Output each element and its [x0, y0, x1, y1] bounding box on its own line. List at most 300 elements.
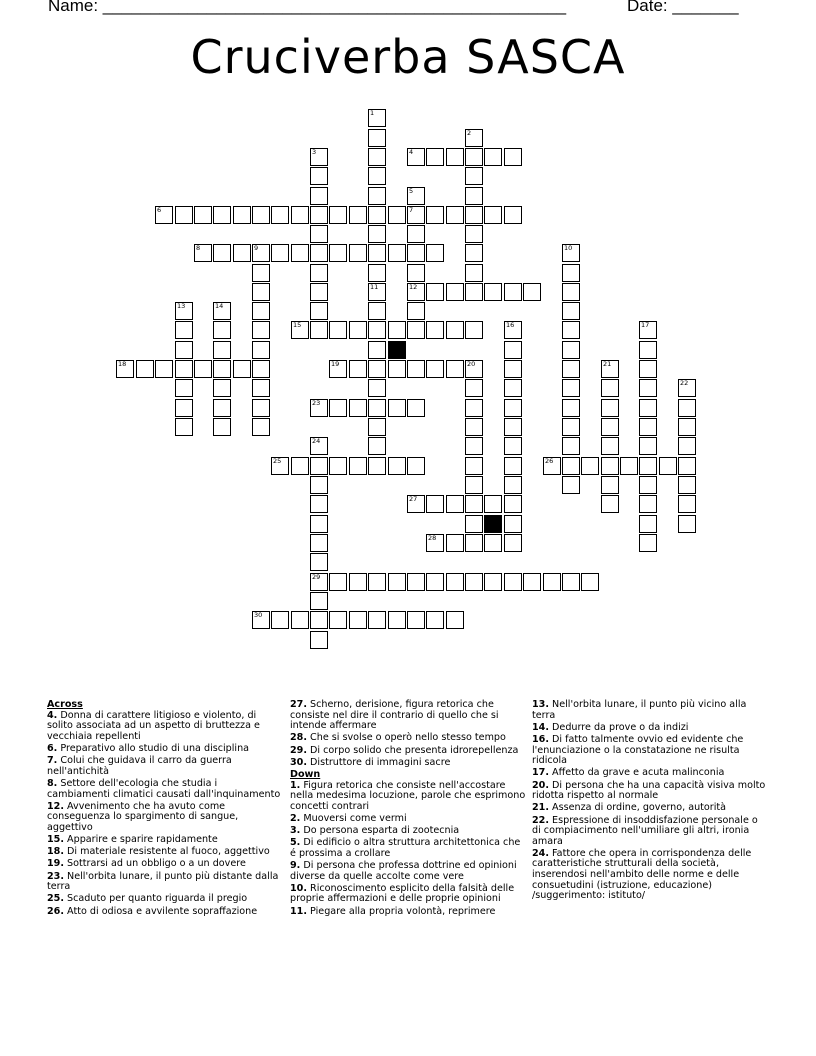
grid-cell[interactable] — [504, 379, 522, 397]
grid-cell[interactable] — [678, 495, 696, 513]
clue-item — [47, 802, 283, 834]
grid-cell[interactable] — [252, 379, 270, 397]
grid-cell[interactable] — [388, 321, 406, 339]
clue-item-text: Distruttore di immagini sacre — [307, 756, 451, 768]
grid-cell[interactable] — [310, 515, 328, 533]
grid-cell[interactable] — [504, 515, 522, 533]
grid-cell[interactable] — [310, 167, 328, 185]
grid-cell[interactable] — [465, 148, 483, 166]
grid-cell[interactable] — [310, 476, 328, 494]
clue-item-text: Di corpo solido che presenta idrorepellenza — [307, 744, 519, 756]
grid-cell[interactable] — [407, 611, 425, 629]
grid-cell[interactable] — [329, 399, 347, 417]
grid-cell[interactable] — [678, 418, 696, 436]
grid-cell[interactable] — [639, 379, 657, 397]
grid-cell[interactable] — [504, 148, 522, 166]
grid-cell[interactable] — [310, 148, 328, 166]
grid-cell[interactable] — [252, 611, 270, 629]
clue-item — [290, 758, 526, 769]
grid-cell[interactable] — [368, 187, 386, 205]
grid-cell[interactable] — [271, 206, 289, 224]
grid-cell[interactable] — [368, 206, 386, 224]
grid-cell[interactable] — [368, 283, 386, 301]
grid-cell[interactable] — [213, 360, 231, 378]
grid-cell[interactable] — [310, 573, 328, 591]
grid-cell[interactable] — [329, 321, 347, 339]
grid-cell[interactable] — [639, 476, 657, 494]
grid-cell[interactable] — [407, 148, 425, 166]
clue-item-number: 26. — [47, 905, 64, 917]
grid-cell[interactable] — [465, 515, 483, 533]
grid-cell[interactable] — [155, 360, 173, 378]
grid-cell[interactable] — [388, 399, 406, 417]
clue-item-text: Donna di carattere litigioso e violento, di solito associata ad un aspetto di bruttezza e vecchiaia repellenti — [47, 709, 260, 742]
grid-cell[interactable] — [349, 206, 367, 224]
grid-cell[interactable] — [465, 534, 483, 552]
grid-cell[interactable] — [562, 379, 580, 397]
grid-cell[interactable] — [116, 360, 134, 378]
grid-cell[interactable] — [368, 399, 386, 417]
grid-cell[interactable] — [407, 360, 425, 378]
grid-cell[interactable] — [465, 360, 483, 378]
clue-item — [47, 907, 283, 918]
grid-cell[interactable] — [465, 264, 483, 282]
clue-number: 7 — [409, 206, 414, 214]
grid-cell[interactable] — [310, 187, 328, 205]
grid-cell[interactable] — [426, 283, 444, 301]
grid-cell[interactable] — [504, 437, 522, 455]
grid-cell[interactable] — [252, 399, 270, 417]
grid-cell[interactable] — [310, 225, 328, 243]
grid-cell[interactable] — [504, 360, 522, 378]
grid-cell[interactable] — [639, 495, 657, 513]
clue-item-number: 10. — [290, 882, 307, 894]
clue-item-number: 18. — [47, 846, 64, 858]
grid-cell[interactable] — [562, 418, 580, 436]
grid-cell[interactable] — [349, 244, 367, 262]
grid-cell[interactable] — [194, 206, 212, 224]
clue-item — [532, 816, 768, 848]
grid-cell[interactable] — [368, 611, 386, 629]
grid-cell[interactable] — [639, 418, 657, 436]
grid-cell[interactable] — [639, 360, 657, 378]
grid-cell[interactable] — [388, 244, 406, 262]
grid-cell[interactable] — [426, 495, 444, 513]
grid-cell[interactable] — [465, 167, 483, 185]
clue-number: 27 — [409, 495, 418, 503]
grid-cell[interactable] — [368, 437, 386, 455]
grid-cell[interactable] — [678, 457, 696, 475]
grid-cell[interactable] — [233, 360, 251, 378]
grid-cell[interactable] — [639, 515, 657, 533]
grid-cell[interactable] — [368, 321, 386, 339]
grid-cell[interactable] — [368, 109, 386, 127]
clue-item — [290, 826, 526, 837]
grid-cell[interactable] — [194, 244, 212, 262]
grid-cell[interactable] — [233, 244, 251, 262]
grid-cell[interactable] — [252, 360, 270, 378]
clue-number: 2 — [467, 129, 472, 137]
grid-cell[interactable] — [465, 495, 483, 513]
grid-cell[interactable] — [504, 283, 522, 301]
grid-cell[interactable] — [639, 321, 657, 339]
grid-cell[interactable] — [291, 457, 309, 475]
clue-item-number: 11. — [290, 905, 307, 917]
grid-cell[interactable] — [407, 573, 425, 591]
clue-item — [532, 803, 768, 814]
grid-cell[interactable] — [484, 534, 502, 552]
grid-cell[interactable] — [407, 187, 425, 205]
clue-item — [47, 744, 283, 755]
grid-cell[interactable] — [504, 495, 522, 513]
grid-cell[interactable] — [446, 534, 464, 552]
grid-cell[interactable] — [601, 437, 619, 455]
grid-cell[interactable] — [388, 573, 406, 591]
grid-cell[interactable] — [310, 321, 328, 339]
clue-item-text: Assenza di ordine, governo, autorità — [549, 802, 727, 814]
clue-number: 28 — [428, 534, 437, 542]
grid-cell[interactable] — [213, 321, 231, 339]
clue-item-text: Do persona esparta di zootecnia — [300, 825, 460, 837]
grid-cell[interactable] — [329, 244, 347, 262]
grid-cell[interactable] — [213, 418, 231, 436]
grid-cell[interactable] — [368, 341, 386, 359]
grid-cell[interactable] — [504, 457, 522, 475]
grid-cell[interactable] — [407, 225, 425, 243]
grid-cell[interactable] — [310, 553, 328, 571]
grid-cell[interactable] — [349, 360, 367, 378]
grid-cell[interactable] — [310, 399, 328, 417]
grid-cell[interactable] — [310, 302, 328, 320]
grid-cell[interactable] — [562, 457, 580, 475]
grid-cell[interactable] — [310, 264, 328, 282]
grid-cell[interactable] — [562, 399, 580, 417]
grid-cell[interactable] — [271, 244, 289, 262]
grid-cell[interactable] — [291, 244, 309, 262]
grid-cell[interactable] — [562, 360, 580, 378]
grid-cell[interactable] — [310, 534, 328, 552]
grid-cell[interactable] — [465, 437, 483, 455]
grid-cell[interactable] — [426, 321, 444, 339]
clue-item-text: Figura retorica che consiste nell'accostare nella medesima locuzione, parole che esprimono concetti contrari — [290, 779, 526, 812]
grid-cell[interactable] — [407, 264, 425, 282]
grid-cell[interactable] — [426, 611, 444, 629]
grid-cell[interactable] — [368, 418, 386, 436]
grid-cell[interactable] — [543, 573, 561, 591]
grid-cell[interactable] — [601, 457, 619, 475]
grid-cell[interactable] — [388, 360, 406, 378]
clue-number: 19 — [331, 360, 340, 368]
clue-number: 22 — [680, 379, 689, 387]
grid-cell[interactable] — [368, 225, 386, 243]
grid-cell[interactable] — [678, 437, 696, 455]
grid-cell[interactable] — [562, 264, 580, 282]
grid-cell[interactable] — [388, 206, 406, 224]
grid-cell[interactable] — [407, 206, 425, 224]
grid-cell[interactable] — [601, 476, 619, 494]
grid-cell[interactable] — [175, 399, 193, 417]
grid-cell[interactable] — [175, 206, 193, 224]
grid-cell[interactable] — [175, 321, 193, 339]
grid-cell[interactable] — [678, 399, 696, 417]
grid-cell[interactable] — [562, 244, 580, 262]
grid-cell[interactable] — [175, 360, 193, 378]
grid-cell[interactable] — [678, 379, 696, 397]
grid-cell[interactable] — [562, 476, 580, 494]
grid-cell[interactable] — [310, 631, 328, 649]
grid-cell[interactable] — [504, 476, 522, 494]
grid-cell[interactable] — [601, 418, 619, 436]
grid-cell[interactable] — [601, 360, 619, 378]
clue-item-text: Sottrarsi ad un obbligo o a un dovere — [64, 858, 246, 870]
grid-cell[interactable] — [136, 360, 154, 378]
clues-column-3 — [532, 700, 768, 903]
grid-cell[interactable] — [368, 379, 386, 397]
grid-cell[interactable] — [601, 379, 619, 397]
grid-cell[interactable] — [271, 611, 289, 629]
grid-cell[interactable] — [310, 244, 328, 262]
grid-cell[interactable] — [329, 360, 347, 378]
grid-cell[interactable] — [426, 148, 444, 166]
grid-cell[interactable] — [678, 476, 696, 494]
grid-cell[interactable] — [310, 457, 328, 475]
clue-item — [290, 861, 526, 882]
grid-cell[interactable] — [504, 573, 522, 591]
clue-item-number: 28. — [290, 732, 307, 744]
grid-cell[interactable] — [407, 244, 425, 262]
grid-cell[interactable] — [252, 244, 270, 262]
grid-cell[interactable] — [368, 129, 386, 147]
grid-cell[interactable] — [407, 321, 425, 339]
grid-cell[interactable] — [639, 341, 657, 359]
grid-cell[interactable] — [426, 206, 444, 224]
grid-cell[interactable] — [465, 225, 483, 243]
grid-cell[interactable] — [562, 437, 580, 455]
grid-cell[interactable] — [271, 457, 289, 475]
grid-cell[interactable] — [175, 418, 193, 436]
grid-cell[interactable] — [213, 206, 231, 224]
clue-item-number: 21. — [532, 802, 549, 814]
grid-cell[interactable] — [426, 534, 444, 552]
grid-cell[interactable] — [465, 399, 483, 417]
grid-cell[interactable] — [252, 283, 270, 301]
clue-item-text: Apparire e sparire rapidamente — [64, 834, 218, 846]
name-field-label: Name: _________________________________________________ — [48, 0, 567, 15]
grid-cell[interactable] — [407, 457, 425, 475]
clue-item-number: 7. — [47, 755, 58, 767]
grid-cell[interactable] — [175, 379, 193, 397]
grid-cell[interactable] — [407, 283, 425, 301]
grid-cell[interactable] — [368, 264, 386, 282]
grid-cell[interactable] — [446, 321, 464, 339]
clue-item — [290, 700, 526, 732]
grid-cell[interactable] — [639, 534, 657, 552]
clue-item-number: 9. — [290, 860, 301, 872]
grid-cell[interactable] — [465, 418, 483, 436]
clue-number: 9 — [254, 244, 259, 252]
grid-cell[interactable] — [581, 457, 599, 475]
clue-item-number: 5. — [290, 837, 301, 849]
grid-cell[interactable] — [213, 379, 231, 397]
grid-cell[interactable] — [368, 302, 386, 320]
grid-cell[interactable] — [446, 495, 464, 513]
grid-cell[interactable] — [349, 573, 367, 591]
grid-cell[interactable] — [329, 206, 347, 224]
grid-cell[interactable] — [562, 321, 580, 339]
grid-cell[interactable] — [233, 206, 251, 224]
grid-cell[interactable] — [446, 283, 464, 301]
clue-number: 21 — [603, 360, 612, 368]
grid-cell[interactable] — [213, 341, 231, 359]
page-title: Cruciverba SASCA — [190, 30, 626, 84]
grid-cell[interactable] — [388, 457, 406, 475]
grid-cell[interactable] — [484, 495, 502, 513]
grid-cell[interactable] — [407, 399, 425, 417]
clue-number: 14 — [215, 302, 224, 310]
grid-cell[interactable] — [155, 206, 173, 224]
grid-cell[interactable] — [291, 321, 309, 339]
clue-number: 4 — [409, 148, 414, 156]
grid-cell[interactable] — [368, 167, 386, 185]
grid-cell[interactable] — [388, 611, 406, 629]
clue-item-text: Di persona che ha una capacità visiva molto ridotta rispetto al normale — [532, 779, 766, 802]
clue-number: 18 — [118, 360, 127, 368]
grid-cell[interactable] — [484, 206, 502, 224]
clue-item-number: 1. — [290, 779, 301, 791]
grid-cell[interactable] — [310, 592, 328, 610]
grid-cell[interactable] — [465, 283, 483, 301]
grid-cell[interactable] — [484, 573, 502, 591]
grid-cell[interactable] — [175, 341, 193, 359]
grid-cell[interactable] — [407, 302, 425, 320]
grid-cell[interactable] — [349, 399, 367, 417]
grid-cell[interactable] — [465, 244, 483, 262]
grid-cell[interactable] — [678, 515, 696, 533]
grid-cell[interactable] — [504, 321, 522, 339]
grid-cell[interactable] — [562, 283, 580, 301]
grid-cell[interactable] — [465, 321, 483, 339]
grid-cell[interactable] — [620, 457, 638, 475]
clue-item-number: 2. — [290, 812, 301, 824]
grid-cell[interactable] — [523, 573, 541, 591]
clue-item — [532, 700, 768, 721]
grid-cell[interactable] — [291, 206, 309, 224]
grid-cell[interactable] — [368, 457, 386, 475]
grid-cell[interactable] — [639, 457, 657, 475]
grid-cell[interactable] — [446, 611, 464, 629]
clue-item — [290, 907, 526, 918]
grid-cell[interactable] — [349, 611, 367, 629]
grid-cell[interactable] — [329, 457, 347, 475]
clue-item-text: Settore dell'ecologia che studia i cambiamenti climatici causati dall'inquinamento — [47, 777, 281, 800]
grid-cell[interactable] — [446, 206, 464, 224]
clue-item-number: 15. — [47, 834, 64, 846]
grid-cell[interactable] — [639, 437, 657, 455]
clue-number: 29 — [312, 573, 321, 581]
grid-cell[interactable] — [252, 302, 270, 320]
grid-cell[interactable] — [523, 283, 541, 301]
grid-cell[interactable] — [213, 244, 231, 262]
grid-cell[interactable] — [446, 360, 464, 378]
grid-cell[interactable] — [543, 457, 561, 475]
grid-cell[interactable] — [601, 495, 619, 513]
grid-cell[interactable] — [310, 283, 328, 301]
black-cell — [388, 341, 406, 359]
grid-cell[interactable] — [368, 360, 386, 378]
grid-cell[interactable] — [252, 321, 270, 339]
grid-cell[interactable] — [194, 360, 212, 378]
clue-item-text: Muoversi come vermi — [300, 812, 407, 824]
clue-number: 11 — [370, 283, 379, 291]
grid-cell[interactable] — [252, 206, 270, 224]
clue-number: 17 — [641, 321, 650, 329]
grid-cell[interactable] — [349, 321, 367, 339]
grid-cell[interactable] — [213, 399, 231, 417]
grid-cell[interactable] — [310, 611, 328, 629]
grid-cell[interactable] — [562, 573, 580, 591]
grid-cell[interactable] — [504, 206, 522, 224]
grid-cell[interactable] — [562, 302, 580, 320]
grid-cell[interactable] — [504, 418, 522, 436]
clue-number: 15 — [293, 321, 302, 329]
grid-cell[interactable] — [329, 573, 347, 591]
grid-cell[interactable] — [213, 302, 231, 320]
grid-cell[interactable] — [349, 457, 367, 475]
clue-item-text: Fattore che opera in corrispondenza delle caratteristiche strutturali della società, inserendosi nell'ambito delle norme e delle consuetudini (istruzione, educazione) /suggerimento: istituto/ — [532, 847, 752, 902]
grid-cell[interactable] — [252, 418, 270, 436]
grid-cell[interactable] — [601, 399, 619, 417]
grid-cell[interactable] — [465, 379, 483, 397]
grid-cell[interactable] — [446, 573, 464, 591]
grid-cell[interactable] — [581, 573, 599, 591]
grid-cell[interactable] — [310, 206, 328, 224]
grid-cell[interactable] — [484, 148, 502, 166]
grid-cell[interactable] — [252, 341, 270, 359]
grid-cell[interactable] — [504, 534, 522, 552]
across-heading: Across — [47, 699, 83, 710]
grid-cell[interactable] — [484, 283, 502, 301]
grid-cell[interactable] — [291, 611, 309, 629]
grid-cell[interactable] — [175, 302, 193, 320]
clue-item — [47, 756, 283, 777]
grid-cell[interactable] — [446, 148, 464, 166]
clue-number: 5 — [409, 187, 414, 195]
grid-cell[interactable] — [310, 495, 328, 513]
grid-cell[interactable] — [368, 573, 386, 591]
grid-cell[interactable] — [310, 437, 328, 455]
grid-cell[interactable] — [465, 206, 483, 224]
grid-cell[interactable] — [426, 573, 444, 591]
grid-cell[interactable] — [329, 611, 347, 629]
grid-cell[interactable] — [426, 360, 444, 378]
grid-cell[interactable] — [368, 148, 386, 166]
grid-cell[interactable] — [368, 244, 386, 262]
grid-cell[interactable] — [426, 244, 444, 262]
grid-cell[interactable] — [659, 457, 677, 475]
grid-cell[interactable] — [562, 341, 580, 359]
grid-cell[interactable] — [465, 187, 483, 205]
grid-cell[interactable] — [465, 476, 483, 494]
grid-cell[interactable] — [252, 264, 270, 282]
grid-cell[interactable] — [504, 341, 522, 359]
grid-cell[interactable] — [639, 399, 657, 417]
grid-cell[interactable] — [504, 399, 522, 417]
grid-cell[interactable] — [465, 457, 483, 475]
clues-column-2 — [290, 700, 526, 919]
grid-cell[interactable] — [465, 129, 483, 147]
grid-cell[interactable] — [465, 573, 483, 591]
grid-cell[interactable] — [407, 495, 425, 513]
